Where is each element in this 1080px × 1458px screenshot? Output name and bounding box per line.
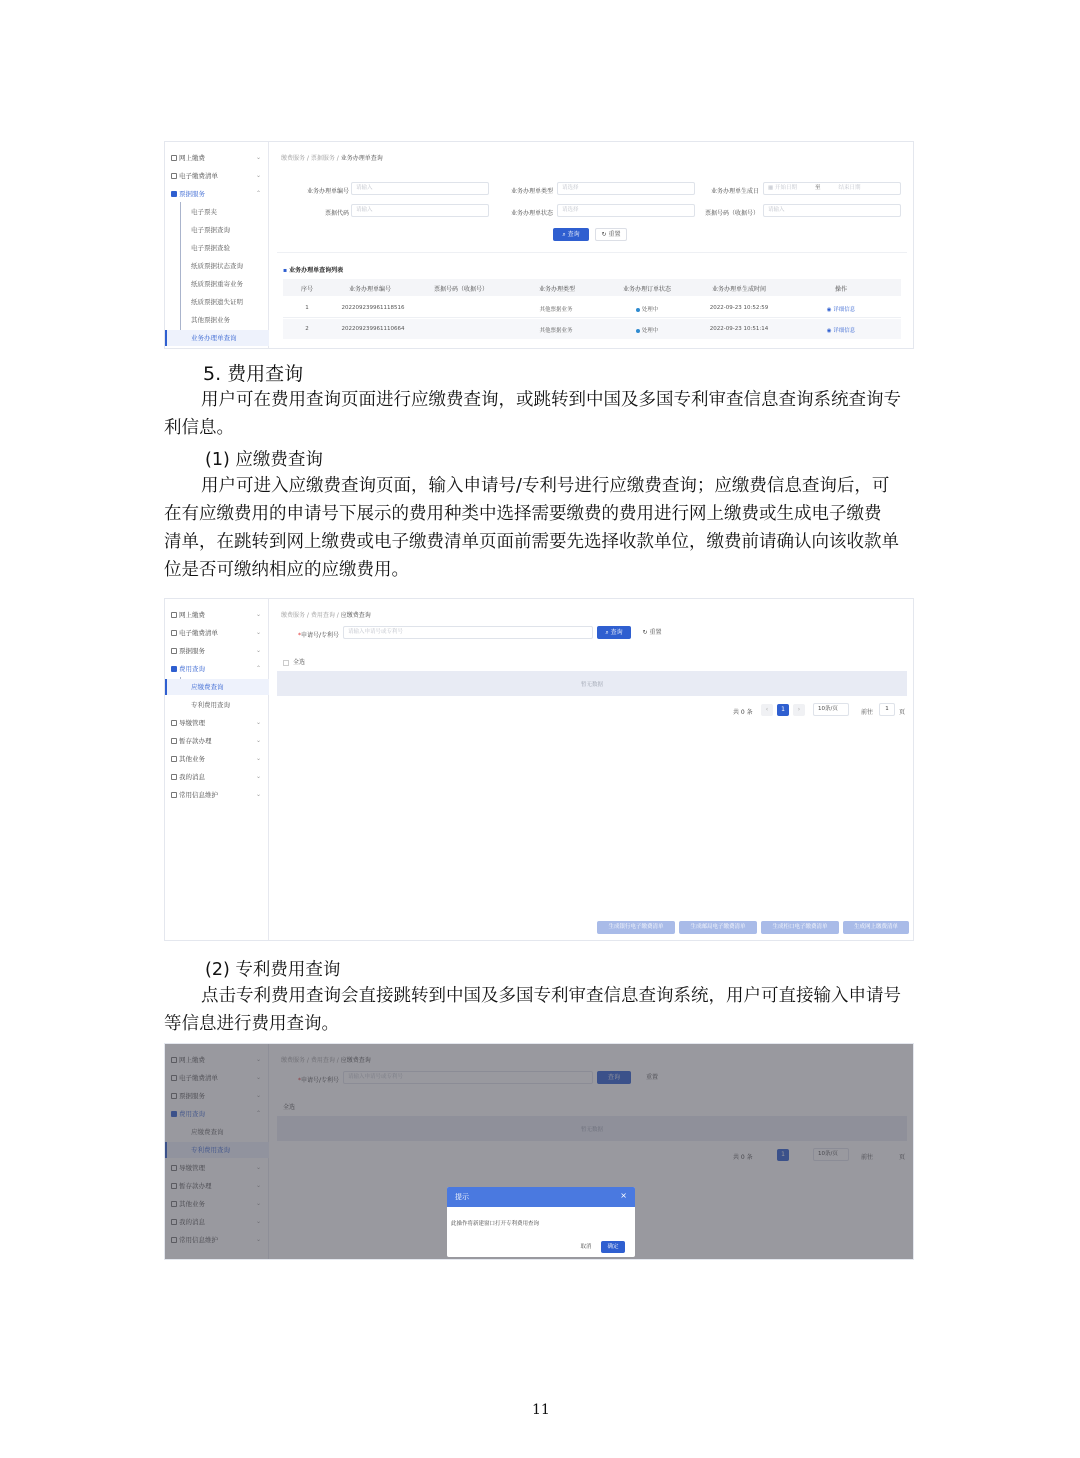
sidebar-item-e-bill[interactable]: 电子缴费清单 ⌄ — [165, 168, 269, 184]
bullet-icon: ▪ — [283, 267, 290, 274]
chevron-down-icon: ⌄ — [255, 154, 261, 161]
chevron-down-icon: ⌄ — [255, 629, 261, 636]
table-row: 1 202209239961118516 其他票据业务 处理中 2022-09-23 10:52:59 ◉ 详细信息 — [283, 298, 901, 318]
column-header: 票据号码（收据号） — [433, 286, 488, 293]
detail-link[interactable]: ◉ 详细信息 — [826, 328, 856, 334]
list-title: ▪ 业务办理单查询列表 — [283, 267, 344, 274]
settings-icon — [171, 792, 177, 798]
sidebar-item-receipt-service[interactable]: 票据服务 ⌃ — [165, 186, 269, 202]
sidebar — [165, 599, 269, 940]
chevron-down-icon: ⌄ — [255, 172, 261, 179]
confirm-button[interactable]: 确定 — [601, 1241, 625, 1253]
divider — [277, 252, 907, 253]
sidebar-item-online-pay[interactable]: 网上缴费 ⌄ — [165, 150, 269, 166]
sidebar-item-e-wallet[interactable]: 电子票夹 — [191, 208, 217, 216]
paragraph-line: 在有应缴费用的申请号下展示的费用种类中选择需要缴费的费用进行网上缴费或生成电子缴费 — [164, 504, 882, 524]
list-icon — [171, 630, 177, 636]
table-row: 2 202209239961110664 其他票据业务 处理中 2022-09-23 10:51:14 ◉ 详细信息 — [283, 319, 901, 339]
main-panel — [271, 142, 913, 348]
chevron-down-icon: ⌄ — [255, 773, 261, 780]
refresh-icon: ↻ — [642, 629, 650, 636]
app-no-input[interactable]: 请输入申请号或专利号 — [343, 626, 593, 639]
receipt-icon — [171, 648, 177, 654]
reset-button[interactable]: ↻ 重置 — [595, 228, 627, 241]
calendar-icon: ▦ — [768, 185, 775, 191]
empty-table — [277, 671, 907, 696]
pager-next-button[interactable]: › — [793, 704, 805, 716]
dialog-title: 提示 — [455, 1193, 469, 1201]
eye-icon: ◉ — [826, 307, 834, 313]
sidebar-item-other-receipt[interactable]: 其他票据业务 — [191, 316, 230, 324]
chevron-up-icon: ⌃ — [255, 665, 261, 672]
search-icon: ⌕ — [562, 231, 568, 238]
select-all-checkbox[interactable]: 全选 — [283, 657, 305, 666]
sidebar-item-e-receipt-query[interactable]: 电子票据查询 — [191, 226, 230, 234]
order-type-select[interactable]: 请选择 — [557, 182, 695, 195]
subsection-heading: (2) 专利费用查询 — [205, 960, 341, 980]
pager-prev-button[interactable]: ‹ — [761, 704, 773, 716]
gen-online-bill-button[interactable]: 生成网上缴费清单 — [843, 921, 909, 934]
chevron-up-icon: ⌃ — [255, 190, 261, 197]
sidebar-item-due-fee-query[interactable]: 应缴费查询 — [165, 679, 269, 695]
dialog-header — [447, 1187, 635, 1207]
order-no-input[interactable]: 请输入 — [351, 182, 489, 195]
sidebar-item-deposit[interactable]: 暂存款办理 ⌄ — [165, 733, 269, 749]
bill-no-input[interactable]: 请输入 — [763, 204, 901, 217]
grid-icon — [171, 756, 177, 762]
sidebar-item-messages[interactable]: 我的消息 ⌄ — [165, 769, 269, 785]
pager-total: 共 0 条 — [733, 709, 753, 716]
search-button[interactable]: ⌕ 查询 — [597, 626, 631, 639]
close-icon[interactable]: × — [620, 1191, 627, 1200]
bill-code-input[interactable]: 请输入 — [351, 204, 489, 217]
chevron-down-icon: ⌄ — [255, 647, 261, 654]
screenshot-order-query — [164, 141, 914, 349]
detail-link[interactable]: ◉ 详细信息 — [826, 307, 856, 313]
search-icon: ⌕ — [605, 629, 611, 636]
goto-page-input[interactable]: 1 — [879, 703, 895, 716]
gen-bank-bill-button[interactable]: 生成银行电子缴费清单 — [597, 921, 675, 934]
empty-text: 暂无数据 — [580, 682, 603, 688]
column-header: 业务办理单生成时间 — [711, 286, 766, 293]
sidebar-item-guide-pay[interactable]: 导缴管理 ⌄ — [165, 715, 269, 731]
search-doc-icon — [171, 666, 177, 672]
checkbox-icon — [283, 660, 289, 666]
status-dot — [636, 329, 640, 333]
sidebar-item-paper-status[interactable]: 纸质票据状态查询 — [191, 262, 243, 270]
sidebar-item-receipt-service[interactable]: 票据服务 ⌄ — [165, 643, 269, 659]
chevron-down-icon: ⌄ — [255, 719, 261, 726]
breadcrumb: 缴费服务 / 票据服务 / 业务办理单查询 — [281, 155, 383, 162]
column-header: 序号 — [300, 286, 313, 293]
page-size-select[interactable]: 10条/页 — [813, 703, 849, 716]
sidebar-item-fee-query[interactable]: 费用查询 ⌃ — [165, 661, 269, 677]
paragraph-line: 点击专利费用查询会直接跳转到中国及多国专利审查信息查询系统，用户可直接输入申请号 — [201, 986, 901, 1006]
status-dot — [636, 308, 640, 312]
paragraph-line: 用户可在费用查询页面进行应缴费查询，或跳转到中国及多国专利审查信息查询系统查询专 — [201, 390, 901, 410]
order-status-select[interactable]: 请选择 — [557, 204, 695, 217]
column-header: 业务办理类型 — [538, 286, 575, 293]
sidebar-item-other[interactable]: 其他业务 ⌄ — [165, 751, 269, 767]
column-header: 业务办理订单状态 — [622, 286, 671, 293]
sidebar-item-paper-lost[interactable]: 纸质票据遗失证明 — [191, 298, 243, 306]
paragraph-line: 清单，在跳转到网上缴费或电子缴费清单页面前需要先选择收款单位，缴费前请确认向该收款单 — [164, 532, 899, 552]
gen-counter-bill-button[interactable]: 生成柜口电子缴费清单 — [761, 921, 839, 934]
order-date-label: 业务办理单生成日 — [710, 188, 759, 195]
eye-icon: ◉ — [826, 328, 834, 334]
active-indicator — [165, 330, 167, 346]
sidebar-item-paper-resend[interactable]: 纸质票据重寄业务 — [191, 280, 243, 288]
app-no-label: *申请号/专利号 — [297, 632, 339, 639]
page-unit: 页 — [899, 709, 906, 716]
screenshot-due-fee-query — [164, 598, 914, 941]
main-panel — [271, 599, 913, 940]
page-number: 11 — [532, 1402, 550, 1418]
confirm-dialog — [447, 1187, 635, 1257]
section-heading: 5. 费用查询 — [203, 363, 304, 385]
screenshot-patent-fee-dialog — [164, 1043, 914, 1260]
chevron-down-icon: ⌄ — [255, 755, 261, 762]
order-status-label: 业务办理单状态 — [510, 210, 553, 217]
paragraph-line: 位是否可缴纳相应的应缴费用。 — [164, 560, 409, 580]
reset-button[interactable]: ↻ 重置 — [637, 626, 667, 639]
cancel-button[interactable]: 取消 — [580, 1244, 592, 1250]
sidebar-item-patent-fee-query[interactable]: 专利费用查询 — [191, 701, 230, 709]
paragraph-line: 利信息。 — [164, 418, 234, 438]
list-icon — [171, 173, 177, 179]
bill-code-label: 票据代码 — [324, 210, 349, 217]
order-type-label: 业务办理单类型 — [510, 188, 553, 195]
subsection-heading: (1) 应缴费查询 — [205, 450, 323, 470]
sidebar-item-e-bill[interactable]: 电子缴费清单 ⌄ — [165, 625, 269, 641]
pager-page-button[interactable]: 1 — [777, 704, 789, 716]
chevron-down-icon: ⌄ — [255, 611, 261, 618]
receipt-icon — [171, 191, 177, 197]
sidebar-item-common-info[interactable]: 常用信息维护 ⌄ — [165, 787, 269, 803]
deposit-icon — [171, 738, 177, 744]
sidebar-item-e-receipt-verify[interactable]: 电子票据查验 — [191, 244, 230, 252]
order-no-label: 业务办理单编号 — [306, 188, 349, 195]
bill-no-label: 票据号码（收据号） — [704, 210, 759, 217]
wallet-icon — [171, 155, 177, 161]
paragraph-line: 用户可进入应缴费查询页面，输入申请号/专利号进行应缴费查询；应缴费信息查询后，可 — [201, 476, 890, 496]
column-header: 业务办理单编号 — [348, 286, 391, 293]
column-header: 操作 — [834, 286, 847, 293]
breadcrumb: 缴费服务 / 费用查询 / 应缴费查询 — [281, 612, 371, 619]
order-date-range[interactable]: ▦ 开始日期 至 结束日期 — [763, 182, 901, 195]
chevron-down-icon: ⌄ — [255, 737, 261, 744]
chevron-down-icon: ⌄ — [255, 791, 261, 798]
bell-icon — [171, 774, 177, 780]
refresh-icon: ↻ — [601, 231, 609, 238]
dialog-message: 此操作将新建窗口打开专利费用查询 — [451, 1221, 540, 1227]
wallet-icon — [171, 612, 177, 618]
paragraph-line: 等信息进行费用查询。 — [164, 1014, 339, 1034]
doc-icon — [171, 720, 177, 726]
search-button[interactable]: ⌕ 查询 — [553, 228, 589, 241]
active-indicator — [165, 679, 167, 695]
sidebar-item-online-pay[interactable]: 网上缴费 ⌄ — [165, 607, 269, 623]
sidebar-item-order-query[interactable]: 业务办理单查询 — [165, 330, 269, 346]
goto-label: 前往 — [861, 709, 874, 716]
gen-post-bill-button[interactable]: 生成邮局电子缴费清单 — [679, 921, 757, 934]
sidebar — [165, 142, 269, 348]
